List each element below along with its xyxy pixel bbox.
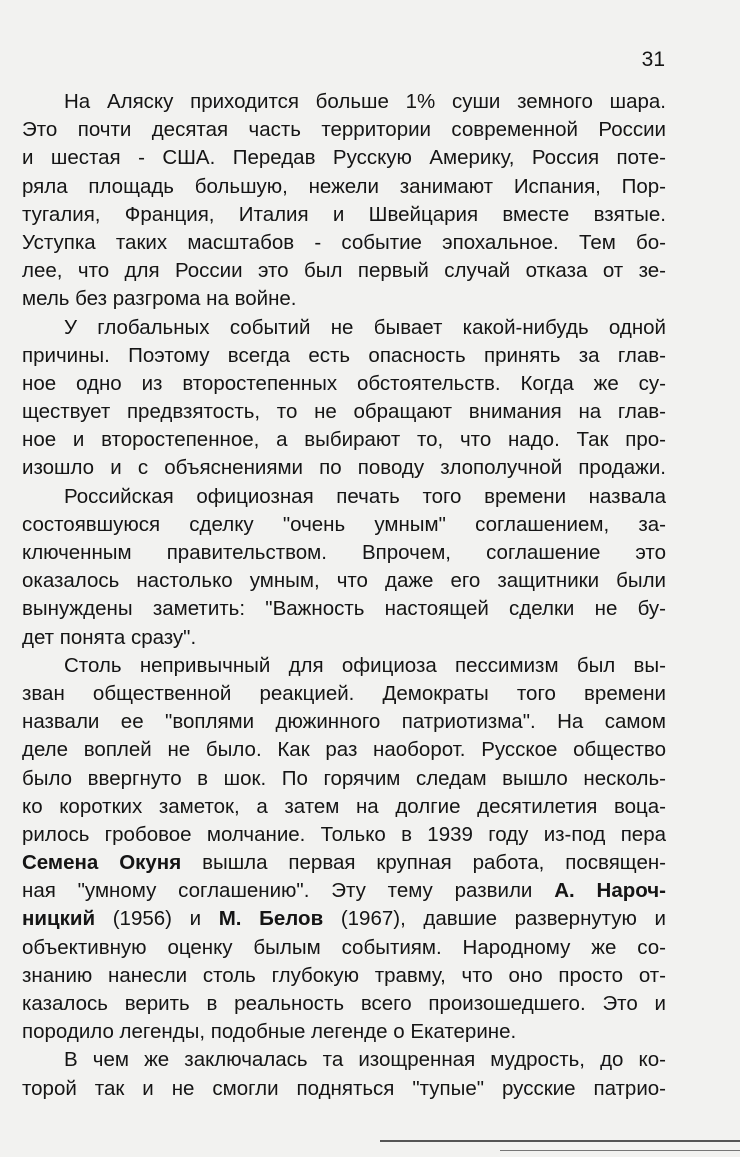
- bold-name: Семена Окуня: [22, 851, 182, 875]
- text-line: казалось верить в реальность всего произошедшего. Это и: [22, 992, 666, 1015]
- text-line: и шестая - США. Передав Русскую Америку, Россия поте-: [22, 146, 666, 170]
- text-line: изошло и с объяснениями по поводу злополучной продажи.: [22, 456, 666, 480]
- text-line: деле воплей не было. Как раз наоборот. Русское общество: [22, 738, 666, 762]
- text-line: ное и второстепенное, а выбирают то, что надо. Так про-: [22, 428, 666, 452]
- text-line: дет понята сразу".: [22, 625, 197, 649]
- text-line: Это почти десятая часть территории современной России: [22, 118, 666, 142]
- text-line: объективную оценку былым событиям. Народному же со-: [22, 935, 666, 959]
- page-number: 31: [641, 48, 665, 71]
- text-line: знанию нанесли столь глубокую травму, что оно просто от-: [22, 963, 666, 987]
- text-line: состоявшуюся сделку "очень умным" соглашением, за-: [22, 512, 666, 536]
- text-line: [22, 849, 666, 877]
- text-line: [22, 905, 666, 933]
- text-line: На Аляску приходится больше 1% суши земного шара.: [64, 90, 666, 113]
- text-line: ное одно из второстепенных обстоятельств. Когда же су-: [22, 371, 666, 395]
- bottom-rule-2: [500, 1150, 740, 1151]
- text-line: ществует предвзятость, то не обращают внимания на глав-: [22, 400, 666, 424]
- text-line: тугалия, Франция, Италия и Швейцария вместе взятые.: [22, 202, 666, 226]
- text-line: мель без разгрома на войне.: [22, 287, 297, 311]
- text-line: лее, что для России это был первый случай отказа от зе-: [22, 259, 666, 283]
- text-line: зван общественной реакцией. Демократы того времени: [22, 681, 666, 705]
- text-line: торой так и не смогли подняться "тупые" русские патрио-: [22, 1076, 666, 1100]
- text-line: оказалось настолько умным, что даже его защитники были: [22, 569, 666, 593]
- text-line: породило легенды, подобные легенде о Екатерине.: [22, 1020, 517, 1044]
- bold-name: М. Белов: [218, 907, 324, 931]
- text-segment: (1956) и: [95, 907, 219, 931]
- text-line: ко коротких заметок, а затем на долгие десятилетия воца-: [22, 794, 666, 818]
- text-line: В чем же заключалась та изощренная мудрость, до ко-: [64, 1048, 666, 1072]
- bold-name: ницкий: [22, 907, 96, 931]
- bottom-rule: [380, 1140, 740, 1142]
- text-line: Столь непривычный для официоза пессимизм был вы-: [64, 653, 666, 677]
- text-segment: (1967), давшие развернутую и: [323, 907, 666, 931]
- text-line: рилось гробовое молчание. Только в 1939 году из-под пера: [22, 822, 666, 846]
- text-line: ряла площадь большую, нежели занимают Испания, Пор-: [22, 174, 666, 198]
- text-line: было ввергнуто в шок. По горячим следам вышло несколь-: [22, 766, 666, 790]
- text-segment: ная "умному соглашению". Эту тему развили: [22, 879, 555, 903]
- body-text: [22, 88, 666, 1103]
- text-line: [22, 877, 666, 905]
- text-line: ключенным правительством. Впрочем, соглашение это: [22, 541, 666, 564]
- text-line: У глобальных событий не бывает какой-нибудь одной: [64, 315, 666, 339]
- text-line: вынуждены заметить: "Важность настоящей сделки не бу-: [22, 597, 666, 621]
- bold-name: А. Нароч-: [554, 879, 667, 903]
- text-line: Российская официозная печать того времени назвала: [64, 484, 666, 508]
- text-line: причины. Поэтому всегда есть опасность принять за глав-: [22, 343, 666, 367]
- text-line: назвали ее "воплями дюжинного патриотизма". На самом: [22, 710, 666, 734]
- text-line: Уступка таких масштабов - событие эпохальное. Тем бо-: [22, 230, 666, 254]
- text-segment: вышла первая крупная работа, посвящен-: [181, 851, 666, 875]
